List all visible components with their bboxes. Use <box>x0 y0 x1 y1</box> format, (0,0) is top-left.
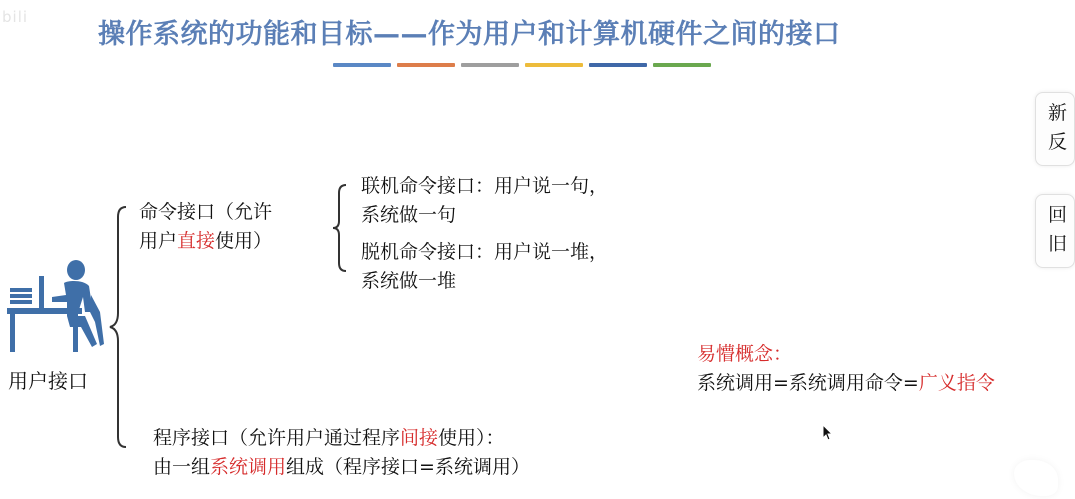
confusion-note <box>697 340 995 398</box>
slide-title: 操作系统的功能和目标——作为用户和计算机硬件之间的接口 <box>98 19 841 50</box>
title-color-bar <box>333 63 711 67</box>
side-card-2-line-1: 回 <box>1048 204 1068 226</box>
program-interface-line-2-b: 组成（程序接口=系统调用） <box>286 456 530 478</box>
offline-command-line-2: 系统做一堆 <box>361 270 457 292</box>
offline-command-text <box>361 238 608 296</box>
offline-command-line-1: 脱机命令接口：用户说一堆， <box>361 241 609 263</box>
confusion-note-title: 易懵概念： <box>697 343 793 365</box>
side-card-2[interactable] <box>1035 194 1075 268</box>
command-interface-text <box>139 198 272 256</box>
confusion-note-line-a: 系统调用=系统调用命令= <box>697 372 919 394</box>
color-bar-segment-4 <box>525 63 583 67</box>
main-brace <box>108 205 130 449</box>
online-command-line-1: 联机命令接口：用户说一句， <box>361 175 609 197</box>
command-interface-line-2-red: 直接 <box>177 230 216 252</box>
program-interface-line-2 <box>153 453 530 482</box>
video-watermark: bili <box>2 8 29 26</box>
command-brace <box>331 183 349 273</box>
command-interface-line-2 <box>139 227 272 256</box>
program-interface-line-2-a: 由一组 <box>153 456 211 478</box>
program-interface-line-2-red: 系统调用 <box>210 456 287 478</box>
color-bar-segment-2 <box>397 63 455 67</box>
mouse-cursor-icon <box>822 424 834 442</box>
program-interface-line-1-red: 间接 <box>400 427 439 449</box>
confusion-note-line-red: 广义指令 <box>918 372 995 394</box>
confusion-note-line <box>697 369 995 398</box>
command-interface-line-2-a: 用户 <box>139 230 178 252</box>
side-card-1-line-2: 反 <box>1048 131 1068 153</box>
side-card-2-line-2: 旧 <box>1048 233 1068 255</box>
program-interface-line-1 <box>153 424 530 453</box>
program-interface-line-1-a: 程序接口（允许用户通过程序 <box>153 427 401 449</box>
user-interface-label: 用户接口 <box>8 369 88 393</box>
program-interface-text <box>153 424 530 482</box>
color-bar-segment-1 <box>333 63 391 67</box>
command-interface-line-2-b: 使用） <box>215 230 273 252</box>
program-interface-line-1-b: 使用）： <box>438 427 505 449</box>
side-card-1-line-1: 新 <box>1048 102 1068 124</box>
color-bar-segment-3 <box>461 63 519 67</box>
side-card-1[interactable] <box>1035 92 1075 166</box>
color-bar-segment-6 <box>653 63 711 67</box>
online-command-text <box>361 172 608 230</box>
user-at-computer-icon <box>6 252 106 356</box>
online-command-line-2: 系统做一句 <box>361 204 457 226</box>
command-interface-line-1: 命令接口（允许 <box>139 201 273 223</box>
overlay-blob <box>1014 460 1058 496</box>
color-bar-segment-5 <box>589 63 647 67</box>
